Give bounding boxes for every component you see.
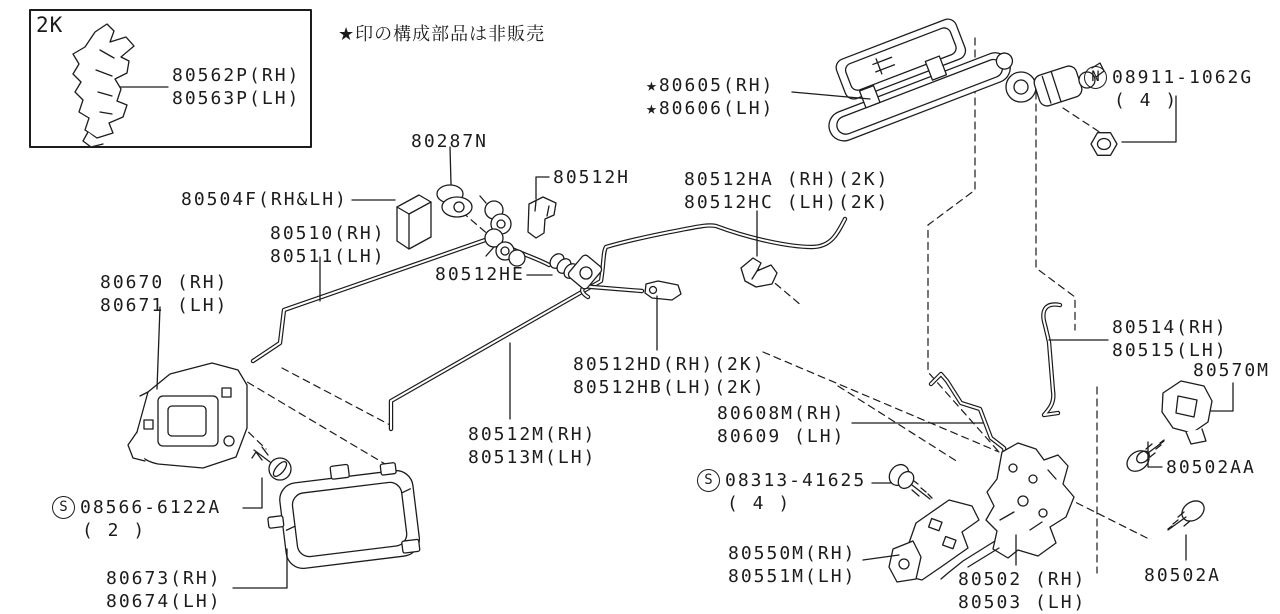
part-label-80502[interactable]: [958, 568, 1086, 614]
part-label-80510[interactable]: [270, 222, 386, 268]
nut-08911-art: [1091, 133, 1117, 156]
clip-80512H-art: [528, 197, 556, 238]
part-number-line: 80512HD(RH)(2K): [573, 354, 766, 375]
part-label-80608M[interactable]: [717, 402, 845, 448]
inside-handle-80670-art: [128, 363, 247, 468]
part-number-line: 80674(LH): [106, 591, 222, 612]
rod-80512HD-short: [582, 287, 642, 297]
screw-80502AA-art: [1123, 440, 1164, 475]
part-number-line: 80502 (RH): [958, 569, 1087, 590]
pad-80504F-art: [397, 195, 431, 249]
circled-s-marker: S: [697, 469, 720, 492]
screw-08313-art: [885, 461, 932, 499]
part-number-line: 80510(RH): [270, 223, 386, 244]
part-number-line: 80563P(LH): [172, 88, 301, 109]
part-label-80504F[interactable]: 80504F(RH&LH): [181, 189, 348, 210]
part-label-80673[interactable]: [106, 567, 222, 613]
part-label-80512HE[interactable]: 80512HE: [435, 264, 525, 285]
bellcrank-cluster-art: [480, 196, 525, 266]
rod-80514: [1043, 304, 1060, 415]
part-label-80512HD[interactable]: [573, 353, 766, 399]
part-label-80562P[interactable]: [172, 64, 300, 110]
part-number-line: 80511(LH): [270, 246, 386, 267]
part-label-80570M[interactable]: 80570M: [1193, 360, 1271, 381]
part-quantity: ( 4 ): [727, 493, 792, 514]
part-number-line: ★80606(LH): [646, 98, 775, 119]
part-number-line: 80550M(RH): [728, 543, 857, 564]
part-label-80512HA[interactable]: [684, 168, 889, 214]
part-number-line: 80551M(LH): [728, 566, 857, 587]
part-quantity: ( 4 ): [1114, 90, 1179, 111]
screw-80502A-art: [1168, 497, 1208, 530]
part-number-line: 80609 (LH): [717, 426, 846, 447]
part-number-line: 08911-1062G: [1112, 67, 1254, 88]
part-label-08313[interactable]: [697, 469, 866, 515]
part-number-line: 80608M(RH): [717, 403, 846, 424]
part-number-line: 80673(RH): [106, 568, 222, 589]
circled-s-marker: S: [52, 496, 75, 519]
part-label-08566[interactable]: [52, 496, 221, 542]
part-label-80550M[interactable]: [728, 542, 856, 588]
inset-bracket-art: [73, 24, 134, 147]
screw-08566-art: [252, 447, 291, 480]
clip-80512HD-art: [645, 281, 681, 300]
rod-80608M: [931, 374, 1006, 459]
part-number-line: 80514(RH): [1112, 317, 1228, 338]
part-number-line: 80670 (RH): [100, 272, 229, 293]
part-number-line: 80512HA (RH)(2K): [684, 169, 890, 190]
part-label-80502AA[interactable]: 80502AA: [1166, 457, 1256, 478]
part-label-80287N[interactable]: 80287N: [411, 131, 489, 152]
part-label-80605[interactable]: [646, 74, 774, 120]
striker-80570M-art: [1162, 381, 1212, 444]
part-quantity: ( 2 ): [82, 520, 147, 541]
part-number-line: 80671 (LH): [100, 295, 229, 316]
inset-corner-tag: 2K: [36, 13, 64, 37]
legend-note: ★印の構成部品は非販売: [338, 24, 546, 45]
part-number-line: 80513M(LH): [468, 447, 597, 468]
circled-n-marker: N: [1084, 66, 1107, 89]
part-label-80670[interactable]: [100, 271, 228, 317]
outside-handle-art: [807, 2, 1018, 145]
part-number-line: 80515(LH): [1112, 340, 1228, 361]
part-number-line: 80512HB(LH)(2K): [573, 377, 766, 398]
part-label-80512M[interactable]: [468, 423, 596, 469]
part-number-line: 80503 (LH): [958, 592, 1087, 613]
part-number-line: ★80605(RH): [646, 75, 775, 96]
part-label-08911[interactable]: [1084, 66, 1253, 112]
clip-80512HA-art: [741, 258, 777, 287]
part-number-line: 08566-6122A: [80, 497, 222, 518]
part-number-line: 80512HC (LH)(2K): [684, 192, 890, 213]
part-number-line: 08313-41625: [725, 470, 867, 491]
part-number-line: 80562P(RH): [172, 65, 301, 86]
grommet-80287N-art: [437, 185, 472, 217]
part-label-80512H[interactable]: 80512H: [553, 167, 631, 188]
part-label-80514[interactable]: [1112, 316, 1228, 362]
part-label-80502A[interactable]: 80502A: [1144, 565, 1222, 586]
part-number-line: 80512M(RH): [468, 424, 597, 445]
